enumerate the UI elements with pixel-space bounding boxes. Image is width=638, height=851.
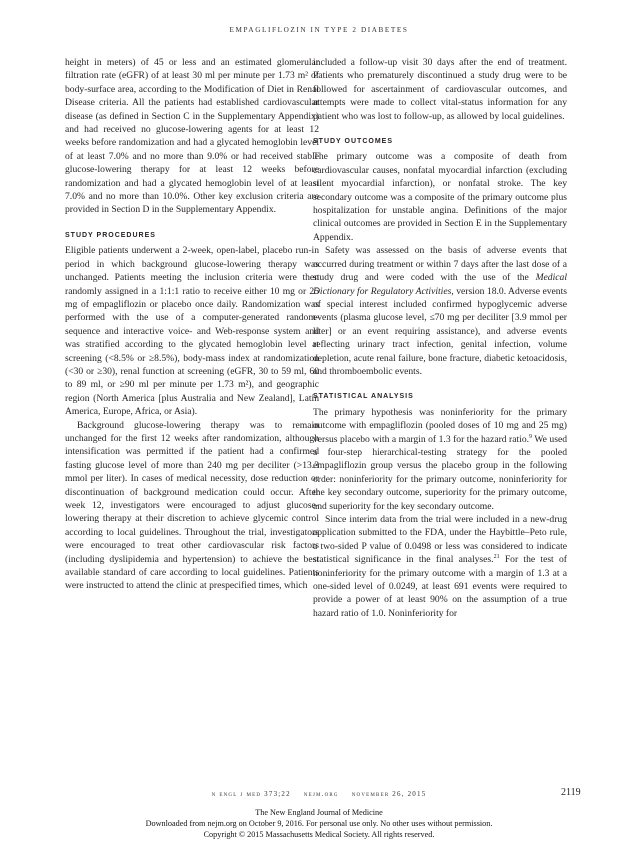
paragraph: height in meters) of 45 or less and an estimated glomerular filtration rate (eGFR) of at least 30 ml per minute per 1.73 m² of body-surface area, according to the Modification of Diet in Renal Disease criteria. All the patients had established cardiovascular disease (as defined in Section C in the Supplementary Appendix) and had received no glucose-lowering agents for at least 12 weeks before randomization and had a glycated hemoglobin level of at least 7.0% and no more than 9.0% or had received stable glucose-lowering therapy for at least 12 weeks before randomization and had a glycated hemoglobin level of at least 7.0% and no more than 10.0%. Other key exclusion criteria are provided in Section D in the Supplementary Appendix. bbox=[65, 57, 319, 216]
paragraph: Background glucose-lowering therapy was to remain unchanged for the first 12 weeks after randomization, although intensification was permitted if the patient had a confirmed fasting glucose level of more than 240 mg per deciliter (>13.3 mmol per liter). In cases of medical necessity, dose reduction or discontinuation of background medication could occur. After week 12, investigators were encouraged to adjust glucose-lowering therapy at their discretion to achieve glycemic control according to local guidelines. Throughout the trial, investigators were encouraged to treat other cardiovascular risk factors (including dyslipidemia and hypertension) to achieve the best available standard of care according to local guidelines. Patients were instructed to attend the clinic at prespecified times, which bbox=[65, 419, 319, 592]
journal-site: nejm.org bbox=[303, 790, 339, 798]
right-column bbox=[313, 56, 567, 620]
watermark-journal: The New England Journal of Medicine bbox=[255, 808, 383, 817]
section-heading-study-procedures: STUDY PROCEDURES bbox=[65, 231, 156, 239]
section-heading-study-outcomes: STUDY OUTCOMES bbox=[313, 138, 393, 146]
paragraph: included a follow-up visit 30 days after the end of treatment. Patients who prematurely discontinued a study drug were to be followed for ascertainment of cardiovascular outcomes, and attempts were made to collect vital-status information for any patient who was lost to follow-up, as allowed by local guidelines. bbox=[313, 57, 567, 122]
section-heading-statistical-analysis: STATISTICAL ANALYSIS bbox=[313, 393, 414, 401]
running-head: EMPAGLIFLOZIN IN TYPE 2 DIABETES bbox=[229, 26, 409, 34]
citation-ref[interactable]: 21 bbox=[493, 554, 500, 561]
download-watermark bbox=[0, 807, 638, 840]
citation-ref[interactable]: 9 bbox=[529, 433, 533, 440]
text-run: For the test of noninferiority for the primary outcome with a margin of 1.3 at a one-sided level of 0.0249, at least 691 events were required to provide a power of at least 90% on the assumption of a true hazard ratio of 1.0. Noninferiority for bbox=[313, 554, 567, 619]
watermark-copyright: Copyright © 2015 Massachusetts Medical Society. All rights reserved. bbox=[203, 830, 435, 839]
italic-title: Medical Dictionary for Regulatory Activities bbox=[313, 272, 567, 297]
text-run: We used a four-step hierarchical-testing strategy for the pooled empagliflozin group versus the placebo group in the following order: noninferiority for the primary outcome, noninferiority for the key secondary outcome, superiority for the primary outcome, and superiority for the key secondary outcome. bbox=[313, 433, 567, 512]
watermark-download-notice: Downloaded from nejm.org on October 9, 2016. For personal use only. No other uses without permission. bbox=[145, 819, 493, 828]
paragraph bbox=[313, 244, 567, 378]
text-run: The primary hypothesis was noninferiority for the primary outcome with empagliflozin (pooled doses of 10 mg and 25 mg) versus placebo with a margin of 1.3 for the hazard ratio. bbox=[313, 406, 567, 445]
text-run: Since interim data from the trial were included in a new-drug application submitted to the FDA, under the Haybittle–Peto rule, a two-sided P value of 0.0498 or less was considered to indicate statistical significance in the final analyses. bbox=[313, 514, 567, 566]
paragraph: Eligible patients underwent a 2-week, open-label, placebo run-in period in which background glucose-lowering therapy was unchanged. Patients meeting the inclusion criteria were then randomly assigned in a 1:1:1 ratio to receive either 10 mg or 25 mg of empagliflozin or placebo once daily. Randomization was performed with the use of a computer-generated random-sequence and interactive voice- and Web-response system and was stratified according to the glycated hemoglobin level at screening (<8.5% or ≥8.5%), body-mass index at randomization (<30 or ≥30), renal function at screening (eGFR, 30 to 59 ml, 60 to 89 ml, or ≥90 ml per minute per 1.73 m²), and geographic region (North America [plus Australia and New Zealand], Latin America, Europe, Africa, or Asia). bbox=[65, 245, 319, 418]
page-number: 2119 bbox=[561, 787, 581, 798]
paragraph bbox=[313, 513, 567, 620]
left-column bbox=[65, 56, 319, 593]
paragraph bbox=[313, 406, 567, 513]
journal-citation: n engl j med 373;22 bbox=[211, 790, 291, 798]
text-run: , version 18.0. Adverse events of special interest included confirmed hypoglycemic adverse events (plasma glucose level, ≤70 mg per deciliter [3.9 mmol per liter] or an event requiring assistance), and adverse events reflecting urinary tract infection, genital infection, volume depletion, acute renal failure, bone fracture, diabetic ketoacidosis, and thromboembolic events. bbox=[313, 285, 567, 377]
issue-date: november 26, 2015 bbox=[351, 790, 427, 798]
text-run: Safety was assessed on the basis of adverse events that occurred during treatment or within 7 days after the last dose of a study drug and were coded with the use of the bbox=[313, 245, 567, 284]
page-footer bbox=[0, 790, 638, 798]
paragraph: The primary outcome was a composite of death from cardiovascular causes, nonfatal myocardial infarction (excluding silent myocardial infarction), or nonfatal stroke. The key secondary outcome was a composite of the primary outcome plus hospitalization for unstable angina. Definitions of the major clinical outcomes are provided in Section E in the Supplementary Appendix. bbox=[313, 151, 567, 243]
